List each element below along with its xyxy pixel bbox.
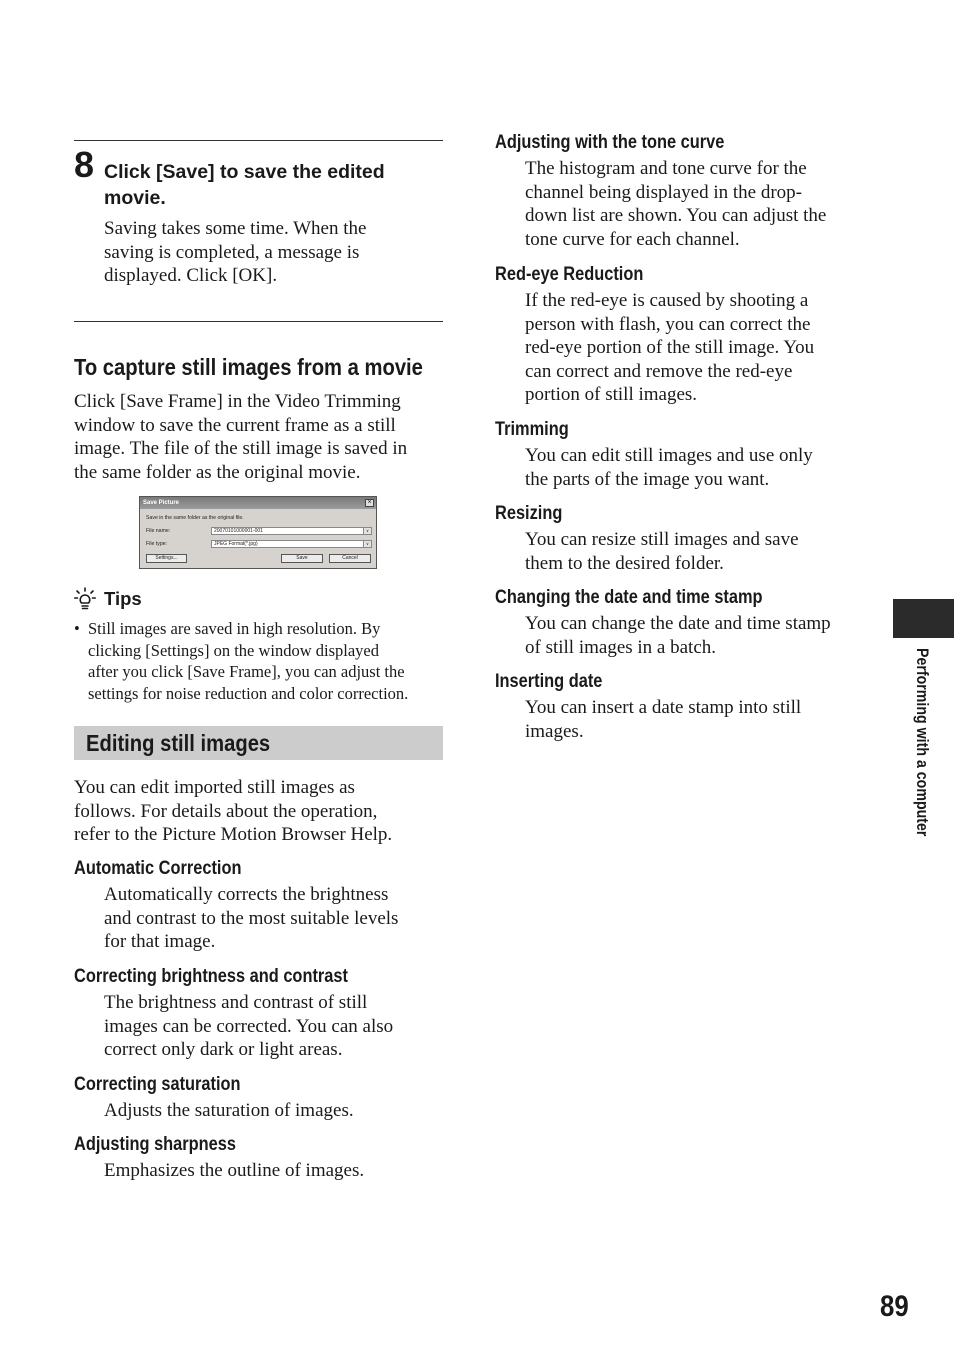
feature-desc	[104, 991, 393, 1062]
feature-title: Correcting brightness and contrast	[74, 965, 348, 987]
feature-title: Adjusting sharpness	[74, 1133, 237, 1155]
body-line: can correct and remove the red-eye	[525, 360, 793, 382]
body-line: The brightness and contrast of still	[104, 992, 368, 1013]
body-line: Automatically corrects the brightness	[104, 884, 389, 905]
body-line: correct only dark or light areas.	[104, 1039, 343, 1060]
cancel-button[interactable]: Cancel	[329, 554, 371, 563]
body-line: Click [Save Frame] in the Video Trimming	[74, 391, 401, 412]
feature-title: Changing the date and time stamp	[495, 586, 763, 608]
capture-heading: To capture still images from a movie	[74, 354, 423, 380]
tips-label: Tips	[104, 588, 142, 609]
file-type-select[interactable]	[211, 540, 372, 548]
step-title-line: movie.	[104, 187, 166, 209]
body-line: follows. For details about the operation,	[74, 800, 378, 822]
feature-desc	[525, 289, 814, 407]
feature-title: Resizing	[495, 502, 563, 524]
file-name-label: File name:	[146, 528, 171, 534]
step-title-line: Click [Save] to save the edited	[104, 161, 385, 183]
tip-line: Still images are saved in high resolution. By	[88, 619, 381, 638]
body-line: refer to the Picture Motion Browser Help.	[74, 824, 393, 845]
section-rule	[74, 321, 443, 322]
feature-title: Red-eye Reduction	[495, 263, 644, 285]
editing-heading: Editing still images	[86, 730, 271, 756]
feature-title: Adjusting with the tone curve	[495, 131, 725, 153]
body-line: for that image.	[104, 931, 216, 952]
body-line: saving is completed, a message is	[104, 241, 360, 263]
body-line: portion of still images.	[525, 384, 698, 405]
body-line: the same folder as the original movie.	[74, 461, 361, 483]
body-line: tone curve for each channel.	[525, 228, 740, 250]
top-rule	[74, 140, 443, 141]
body-line: images.	[525, 720, 584, 742]
body-line: If the red-eye is caused by shooting a	[525, 290, 809, 311]
file-name-input[interactable]	[211, 527, 372, 535]
feature-desc	[525, 612, 831, 659]
feature-desc	[104, 1099, 354, 1123]
feature-desc	[525, 157, 826, 251]
body-line: person with flash, you can correct the	[525, 313, 811, 335]
save-button[interactable]: Save	[281, 554, 323, 563]
body-line: the parts of the image you want.	[525, 468, 770, 490]
body-line: of still images in a batch.	[525, 636, 717, 658]
dialog-note: Save in the same folder as the original file.	[146, 515, 244, 521]
body-line: You can change the date and time stamp	[525, 613, 831, 634]
file-type-label: File type:	[146, 541, 168, 547]
body-line: You can edit still images and use only	[525, 445, 813, 466]
chapter-label-text: Performing with a computer	[913, 648, 931, 837]
tip-line: settings for noise reduction and color correction.	[88, 683, 409, 703]
feature-title: Inserting date	[495, 670, 603, 692]
chapter-label	[913, 648, 931, 888]
step-title	[104, 159, 385, 211]
feature-desc	[104, 1159, 364, 1183]
chapter-tab	[893, 599, 954, 638]
tip-line: after you click [Save Frame], you can adjust the	[88, 662, 405, 681]
body-line: You can edit imported still images as	[74, 777, 355, 798]
chevron-down-icon[interactable]: ∨	[363, 528, 371, 534]
body-line: channel being displayed in the drop-	[525, 181, 803, 203]
settings-button[interactable]: Settings...	[146, 554, 187, 563]
feature-desc	[104, 883, 398, 954]
body-line: Adjusts the saturation of images.	[104, 1100, 354, 1121]
feature-desc	[525, 696, 801, 743]
dialog-title: Save Picture	[140, 497, 376, 509]
step-number: 8	[74, 144, 95, 185]
body-line: red-eye portion of the still image. You	[525, 337, 815, 358]
close-icon[interactable]: ×	[365, 499, 374, 507]
body-line: down list are shown. You can adjust the	[525, 205, 827, 226]
body-line: images can be corrected. You can also	[104, 1015, 394, 1037]
body-line: Saving takes some time. When the	[104, 218, 367, 239]
save-picture-dialog	[139, 496, 377, 569]
feature-title: Trimming	[495, 418, 569, 440]
chevron-down-icon[interactable]: ∨	[363, 541, 371, 547]
body-line: them to the desired folder.	[525, 552, 724, 574]
tips-text	[88, 618, 408, 704]
tips-bullet: •	[74, 619, 80, 638]
body-line: and contrast to the most suitable levels	[104, 907, 399, 929]
step-body	[104, 217, 366, 288]
body-line: Emphasizes the outline of images.	[104, 1160, 365, 1181]
body-line: You can resize still images and save	[525, 529, 799, 550]
body-line: image. The file of the still image is saved in	[74, 438, 408, 459]
body-line: displayed. Click [OK].	[104, 265, 278, 286]
capture-body	[74, 390, 407, 484]
tip-line: clicking [Settings] on the window displayed	[88, 640, 379, 660]
tips-icon	[74, 587, 96, 611]
file-name-value: 20070101000001-001	[214, 528, 263, 534]
body-line: window to save the current frame as a still	[74, 414, 396, 436]
body-line: You can insert a date stamp into still	[525, 697, 802, 718]
editing-intro	[74, 776, 392, 847]
page-number: 89	[880, 1290, 909, 1323]
feature-desc	[525, 528, 799, 575]
feature-title: Correcting saturation	[74, 1073, 241, 1095]
feature-title: Automatic Correction	[74, 857, 242, 879]
file-type-value: JPEG Format(*.jpg)	[214, 541, 258, 547]
body-line: The histogram and tone curve for the	[525, 158, 807, 179]
feature-desc	[525, 444, 813, 491]
